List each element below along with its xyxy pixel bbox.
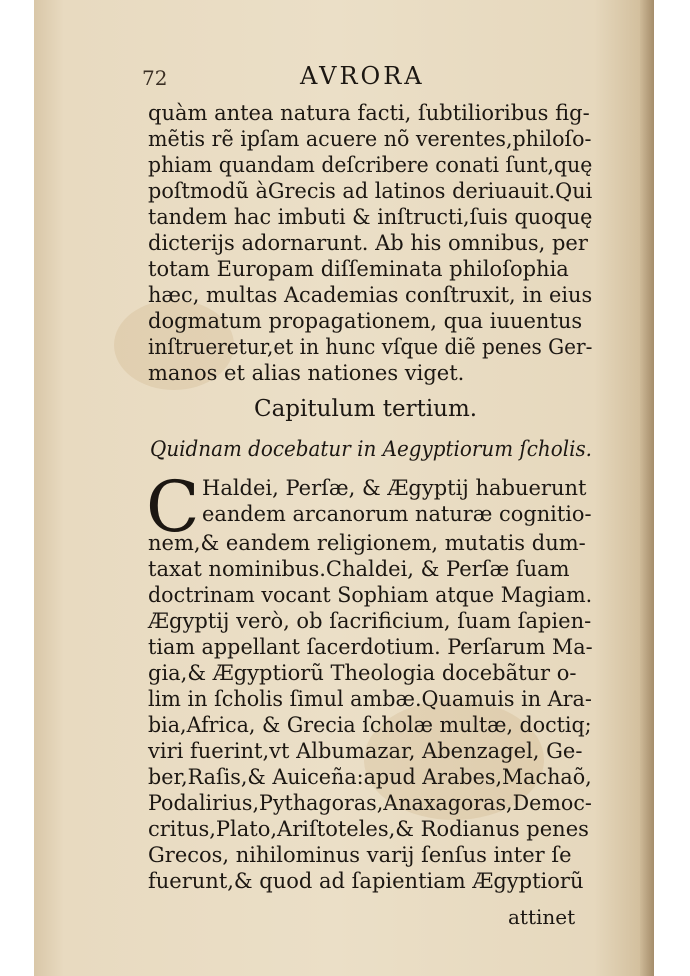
text-line: taxat nominibus.Chaldei, & Perſæ ſuam — [148, 557, 570, 581]
text-line: totam Europam diſſeminata philoſophia — [148, 257, 569, 281]
text-line: Podalirius,Pythagoras,Anaxagoras,Democ- — [148, 791, 592, 815]
text-line: eandem arcanorum naturæ cognitio- — [202, 502, 592, 526]
text-line: hæc, multas Academias conſtruxit, in eius — [148, 283, 593, 307]
drop-cap: C — [146, 466, 200, 548]
chapter-title: Capitulum tertium. — [254, 396, 478, 422]
text-line: lim in ſcholis ſimul ambæ.Quamuis in Ara- — [148, 687, 592, 711]
page-edge-shadow — [640, 0, 654, 976]
text-line: quàm antea natura facti, ſubtilioribus fig- — [148, 101, 590, 125]
text-line: Ægyptij verò, ob ſacrificium, ſuam ſapien- — [148, 609, 592, 633]
text-line: critus,Plato,Ariſtoteles,& Rodianus penes — [148, 817, 589, 841]
text-line: inſtrueretur,et in hunc vſque diẽ penes Ger- — [148, 335, 593, 359]
text-line: nem,& eandem religionem, mutatis dum- — [148, 531, 586, 555]
text-line: dogmatum propagationem, qua iuuentus — [148, 309, 583, 333]
catchword: attinet — [508, 905, 576, 929]
text-line: mẽtis rẽ ipſam acuere nõ verentes,philoſo- — [148, 127, 592, 151]
text-line: gia,& Ægyptiorũ Theologia docebãtur o- — [148, 661, 577, 685]
scan-margin — [654, 0, 690, 976]
text-line: bia,Africa, & Grecia ſcholæ multæ, doctiq; — [148, 713, 592, 737]
text-line: poſtmodũ àGrecis ad latinos deriuauit.Qui — [148, 179, 593, 203]
text-line: dicterijs adornarunt. Ab his omnibus, per — [148, 231, 588, 255]
text-line: Haldei, Perſæ, & Ægyptij habuerunt — [202, 476, 587, 500]
text-line: manos et alias nationes viget. — [148, 361, 465, 385]
text-line: Grecos, nihilominus varij ſenſus inter ſe — [148, 843, 572, 867]
text-line: viri fuerint,vt Albumazar, Abenzagel, Ge- — [148, 739, 583, 763]
running-title: AVRORA — [300, 62, 425, 90]
text-line: phiam quandam deſcribere conati ſunt,quę — [148, 153, 593, 177]
text-line: ber,Raſis,& Auiceña:apud Arabes,Machaõ, — [148, 765, 592, 789]
chapter-subtitle: Quidnam docebatur in Aegyptiorum ſcholis. — [150, 437, 593, 461]
text-line: doctrinam vocant Sophiam atque Magiam. — [148, 583, 593, 607]
text-line: tiam appellant ſacerdotium. Perſarum Ma- — [148, 635, 593, 659]
text-line: fuerunt,& quod ad ſapientiam Ægyptiorũ — [148, 869, 584, 893]
page-number: 72 — [142, 66, 168, 90]
text-line: tandem hac imbuti & inſtructi,ſuis quoquę — [148, 205, 593, 229]
